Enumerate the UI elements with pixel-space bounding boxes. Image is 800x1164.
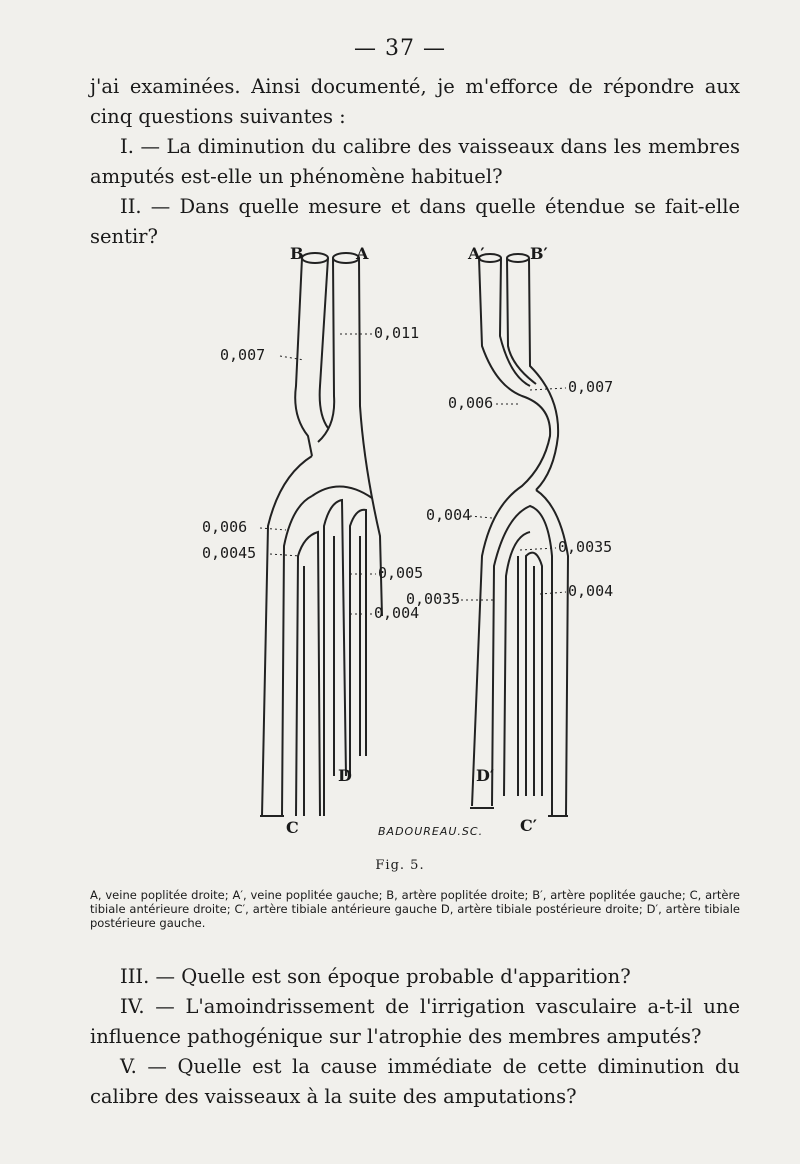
vessel-figure bbox=[200, 236, 760, 836]
measure-left-0-005: 0,005 bbox=[378, 564, 424, 582]
label-A-prime: A′ bbox=[468, 244, 485, 263]
question-1: I. — La diminution du calibre des vaisseaux dans les membres amputés est-elle un phénomène habituel? bbox=[90, 135, 740, 188]
measure-right-0-0035-lower: 0,0035 bbox=[406, 590, 461, 608]
label-B: B bbox=[290, 244, 304, 263]
measure-left-0-0045: 0,0045 bbox=[202, 544, 257, 562]
figure-title: Fig. 5. bbox=[375, 858, 425, 873]
question-5: V. — Quelle est la cause immédiate de cette diminution du calibre des vaisseaux à la suite des amputations? bbox=[90, 1055, 740, 1108]
measure-left-0-011: 0,011 bbox=[374, 324, 420, 342]
measure-right-0-0035-upper: 0,0035 bbox=[558, 538, 613, 556]
label-D-prime: D′ bbox=[476, 766, 495, 785]
label-C: C bbox=[286, 818, 299, 837]
bottom-text bbox=[90, 962, 740, 1112]
measure-right-0-007: 0,007 bbox=[568, 378, 614, 396]
question-3: III. — Quelle est son époque probable d'apparition? bbox=[120, 965, 631, 988]
engraver-signature: BADOUREAU.SC. bbox=[378, 825, 484, 838]
label-C-prime: C′ bbox=[520, 816, 537, 835]
question-4: IV. — L'amoindrissement de l'irrigation vasculaire a-t-il une influence pathogénique sur l'atrophie des membres amputés? bbox=[90, 995, 740, 1048]
vessel-illustration bbox=[200, 236, 760, 836]
figure-caption: A, veine poplitée droite; A′, veine poplitée gauche; B, artère poplitée droite; B′, artère poplitée gauche; C, artère tibiale antérieure droite; C′, artère tibiale antérieure gauche D, artère tibiale postérieure droite; D′, artère tibiale postérieure gauche. bbox=[90, 888, 740, 930]
intro-paragraph: j'ai examinées. Ainsi documenté, je m'efforce de répondre aux cinq questions suivantes : bbox=[90, 75, 740, 128]
measure-left-0-007: 0,007 bbox=[220, 346, 266, 364]
label-B-prime: B′ bbox=[530, 244, 548, 263]
measure-left-0-006: 0,006 bbox=[202, 518, 248, 536]
measure-right-0-004: 0,004 bbox=[426, 506, 472, 524]
label-D: D bbox=[338, 766, 352, 785]
question-2: II. — Dans quelle mesure et dans quelle étendue se fait-elle sentir? bbox=[90, 195, 740, 248]
measure-right-0-006: 0,006 bbox=[448, 394, 494, 412]
page-number: — 37 — bbox=[354, 36, 446, 61]
measure-left-0-004: 0,004 bbox=[374, 604, 420, 622]
measure-right-0-004-lower: 0,004 bbox=[568, 582, 614, 600]
top-text bbox=[90, 72, 740, 252]
label-A: A bbox=[356, 244, 369, 263]
